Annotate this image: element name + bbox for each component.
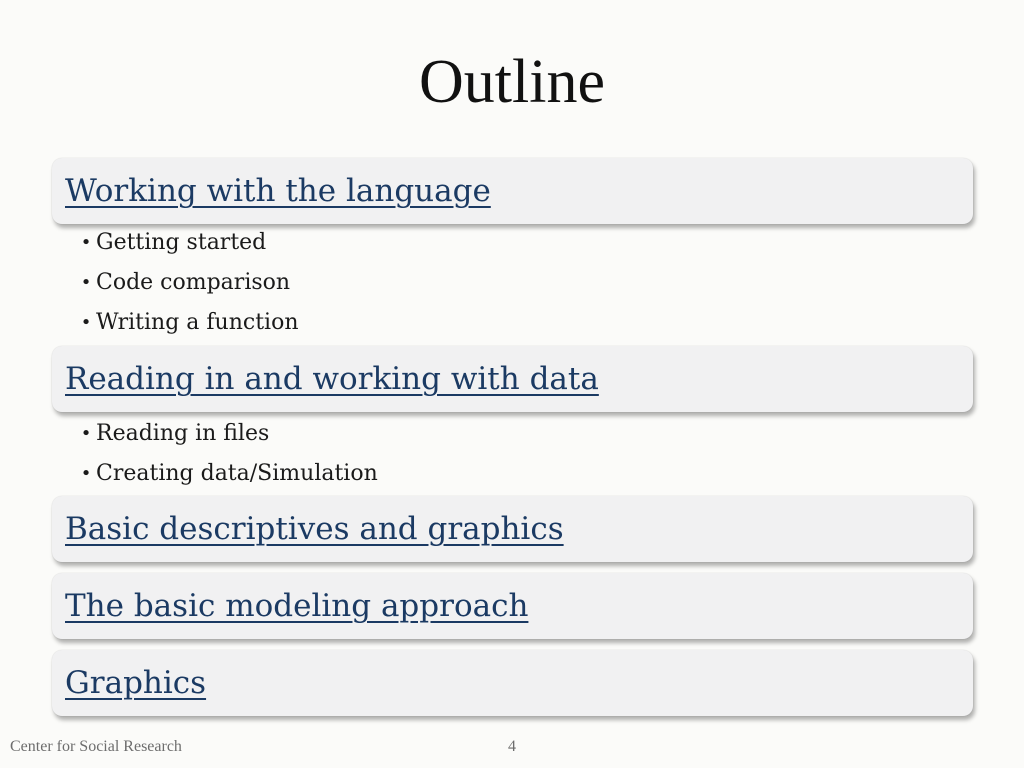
section-box-reading-data [52, 346, 973, 412]
list-item [76, 302, 299, 342]
bullet-icon: • [80, 311, 92, 333]
list-item [76, 453, 378, 493]
list-item [76, 413, 378, 453]
section-link-working-with-language[interactable]: Working with the language [65, 173, 491, 209]
section-link-reading-data[interactable]: Reading in and working with data [65, 361, 599, 397]
sub-list-reading-data [76, 413, 378, 493]
slide-title: Outline [419, 48, 605, 116]
list-item-label: Writing a function [96, 309, 299, 335]
footer-organization: Center for Social Research [10, 738, 182, 755]
bullet-icon: • [80, 231, 92, 253]
list-item-label: Code comparison [96, 269, 291, 295]
section-link-graphics[interactable]: Graphics [65, 665, 207, 701]
footer-page-number: 4 [508, 738, 516, 755]
bullet-icon: • [80, 271, 92, 293]
section-box-basic-descriptives [52, 496, 973, 562]
list-item-label: Creating data/Simulation [96, 460, 378, 486]
bullet-icon: • [80, 422, 92, 444]
section-box-working-with-language [52, 158, 973, 224]
list-item [76, 222, 299, 262]
section-link-modeling-approach[interactable]: The basic modeling approach [65, 588, 529, 624]
section-link-basic-descriptives[interactable]: Basic descriptives and graphics [65, 511, 564, 547]
section-box-modeling-approach [52, 573, 973, 639]
bullet-icon: • [80, 462, 92, 484]
list-item-label: Reading in files [96, 420, 270, 446]
sub-list-working-with-language [76, 222, 299, 342]
section-box-graphics [52, 650, 973, 716]
list-item [76, 262, 299, 302]
list-item-label: Getting started [96, 229, 267, 255]
